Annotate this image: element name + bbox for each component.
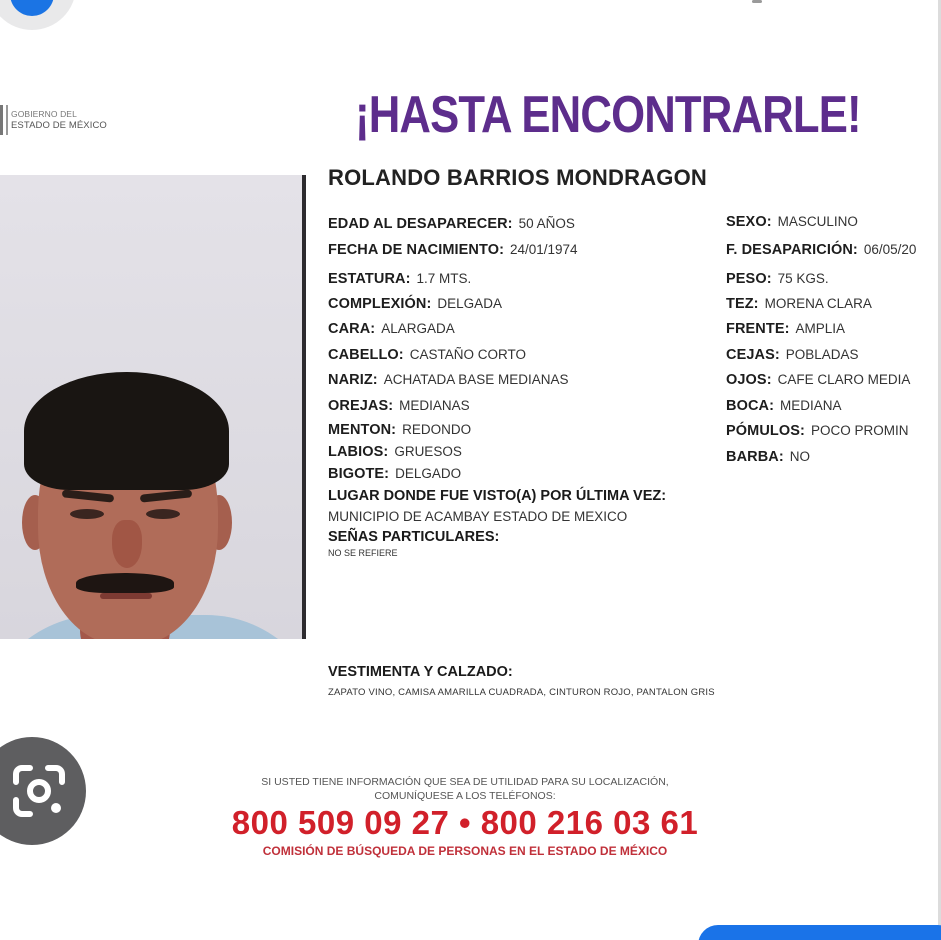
field-tez: TEZ: MORENA CLARA bbox=[726, 296, 872, 312]
field-labios: LABIOS: GRUESOS bbox=[328, 444, 462, 460]
field-estatura: ESTATURA: 1.7 MTS. bbox=[328, 271, 472, 287]
top-mark bbox=[752, 0, 762, 3]
vestimenta-label: VESTIMENTA Y CALZADO: bbox=[328, 664, 513, 680]
field-pomulos: PÓMULOS: POCO PROMIN bbox=[726, 423, 909, 439]
field-orejas: OREJAS: MEDIANAS bbox=[328, 398, 470, 414]
field-cabello: CABELLO: CASTAÑO CORTO bbox=[328, 347, 526, 363]
field-fecha-desaparicion: F. DESAPARICIÓN: 06/05/20 bbox=[726, 242, 917, 258]
logo-line-1: GOBIERNO DEL bbox=[11, 109, 77, 119]
senas-label: SEÑAS PARTICULARES: bbox=[328, 529, 500, 545]
person-photo bbox=[0, 175, 306, 639]
headline: ¡HASTA ENCONTRARLE! bbox=[355, 86, 861, 144]
field-peso: PESO: 75 KGS. bbox=[726, 271, 829, 287]
field-bigote: BIGOTE: DELGADO bbox=[328, 466, 462, 482]
field-sexo: SEXO: MASCULINO bbox=[726, 214, 858, 230]
person-name: ROLANDO BARRIOS MONDRAGON bbox=[328, 165, 707, 190]
vestimenta-value: ZAPATO VINO, CAMISA AMARILLA CUADRADA, CINTURON ROJO, PANTALON GRIS bbox=[328, 687, 715, 698]
field-menton: MENTON: REDONDO bbox=[328, 422, 472, 438]
contact-info-line-2: COMUNÍQUESE A LOS TELÉFONOS: bbox=[374, 790, 556, 802]
lugar-label: LUGAR DONDE FUE VISTO(A) POR ÚLTIMA VEZ: bbox=[328, 488, 667, 504]
google-lens-button[interactable] bbox=[0, 737, 86, 845]
google-lens-icon bbox=[10, 762, 68, 820]
field-edad: EDAD AL DESAPARECER: 50 AÑOS bbox=[328, 216, 575, 232]
field-frente: FRENTE: AMPLIA bbox=[726, 321, 846, 337]
field-cara: CARA: ALARGADA bbox=[328, 321, 455, 337]
phone-numbers: 800 509 09 27 • 800 216 03 61 bbox=[231, 804, 699, 841]
comision-text: COMISIÓN DE BÚSQUEDA DE PERSONAS EN EL ESTADO DE MÉXICO bbox=[262, 844, 668, 858]
field-barba: BARBA: NO bbox=[726, 449, 811, 465]
contact-info bbox=[180, 775, 750, 803]
action-pill-button[interactable] bbox=[698, 925, 941, 940]
senas-value: NO SE REFIERE bbox=[328, 548, 398, 558]
lugar-value: MUNICIPIO DE ACAMBAY ESTADO DE MEXICO bbox=[328, 509, 628, 524]
field-ojos: OJOS: CAFE CLARO MEDIA bbox=[726, 372, 911, 388]
field-fecha-nacimiento: FECHA DE NACIMIENTO: 24/01/1974 bbox=[328, 242, 578, 258]
field-boca: BOCA: MEDIANA bbox=[726, 398, 842, 414]
contact-info-line-1: SI USTED TIENE INFORMACIÓN QUE SEA DE UTILIDAD PARA SU LOCALIZACIÓN, bbox=[261, 776, 669, 788]
field-cejas: CEJAS: POBLADAS bbox=[726, 347, 859, 363]
government-logo bbox=[0, 100, 150, 140]
emblem-icon bbox=[0, 105, 8, 135]
field-nariz: NARIZ: ACHATADA BASE MEDIANAS bbox=[328, 372, 569, 388]
facebook-icon[interactable] bbox=[0, 0, 76, 30]
field-complexion: COMPLEXIÓN: DELGADA bbox=[328, 296, 502, 312]
logo-line-2: ESTADO DE MÉXICO bbox=[11, 120, 107, 131]
